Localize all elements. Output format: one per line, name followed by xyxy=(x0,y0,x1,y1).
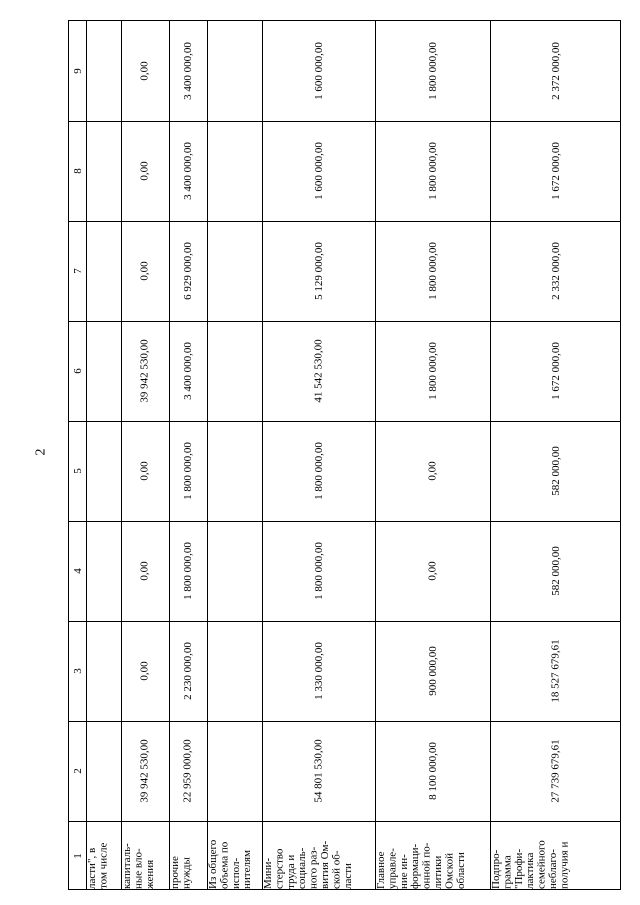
cell-value: 1 800 000,00 xyxy=(426,42,439,100)
cell-value: 582 000,00 xyxy=(550,546,562,596)
cell-value: 1 800 000,00 xyxy=(426,342,439,400)
cell-value: 2 230 000,00 xyxy=(182,642,194,700)
table-cell xyxy=(262,521,375,621)
table-cell xyxy=(262,121,375,221)
column-number: 5 xyxy=(71,468,84,474)
table-cell xyxy=(375,21,490,121)
cell-value: 2 372 000,00 xyxy=(550,42,562,100)
cell-value: 3 400 000,00 xyxy=(182,342,194,400)
column-number-cell xyxy=(69,21,86,121)
column-number-cell xyxy=(69,121,86,221)
table-cell xyxy=(86,21,121,121)
row-label: ласти", в том числе xyxy=(86,842,110,889)
table-cell xyxy=(207,21,262,121)
table-cell xyxy=(207,121,262,221)
column-number-cell xyxy=(69,321,86,421)
table-cell xyxy=(490,121,622,221)
column-number-cell xyxy=(69,221,86,321)
cell-value: 54 801 530,00 xyxy=(312,739,325,803)
cell-value: 1 800 000,00 xyxy=(312,442,325,500)
cell-value: 1 800 000,00 xyxy=(182,542,194,600)
row-label: капиталь- ные вло- жения xyxy=(121,843,156,889)
cell-value: 27 739 679,61 xyxy=(550,739,562,803)
table-cell xyxy=(207,721,262,821)
column-number-cell xyxy=(69,521,86,621)
table-cell xyxy=(121,721,169,821)
column-number: 6 xyxy=(71,368,84,374)
table-cell xyxy=(169,621,207,721)
column-number: 8 xyxy=(71,168,84,174)
column-number: 3 xyxy=(71,668,84,674)
cell-value: 0,00 xyxy=(139,261,151,281)
table-cell xyxy=(490,21,622,121)
table-cell xyxy=(375,521,490,621)
table-cell xyxy=(169,121,207,221)
column-number: 1 xyxy=(71,853,84,859)
table-cell xyxy=(490,521,622,621)
budget-table xyxy=(68,20,621,890)
row-label: Из общего объема по испол- нителям xyxy=(207,839,254,889)
table-cell xyxy=(86,421,121,521)
cell-value: 0,00 xyxy=(139,461,151,481)
table-cell xyxy=(121,321,169,421)
table-cell xyxy=(86,321,121,421)
cell-value: 1 800 000,00 xyxy=(312,542,325,600)
table-cell xyxy=(86,621,121,721)
table-cell xyxy=(121,421,169,521)
cell-value: 6 929 000,00 xyxy=(182,242,194,300)
cell-value: 2 332 000,00 xyxy=(550,242,562,300)
table-cell xyxy=(86,121,121,221)
table-cell xyxy=(375,221,490,321)
row-label: Подпро- грамма "Профи- лактика семейного неблаго- получия и xyxy=(490,840,571,889)
table-cell xyxy=(207,221,262,321)
table-cell xyxy=(121,621,169,721)
table-cell xyxy=(207,521,262,621)
table-cell xyxy=(490,621,622,721)
table-cell xyxy=(490,221,622,321)
column-number: 7 xyxy=(71,268,84,274)
cell-value: 1 672 000,00 xyxy=(550,342,562,400)
table-cell xyxy=(262,21,375,121)
table-cell xyxy=(86,221,121,321)
table-cell xyxy=(490,721,622,821)
table-cell xyxy=(262,421,375,521)
table-cell xyxy=(262,321,375,421)
page-number: 2 xyxy=(33,448,49,456)
row-label: Мини- стерство труда и социаль- ного раз- вития Ом- ской об- ласти xyxy=(262,840,354,889)
cell-value: 1 800 000,00 xyxy=(426,142,439,200)
table-cell xyxy=(86,521,121,621)
cell-value: 18 527 679,61 xyxy=(550,639,562,703)
table-cell xyxy=(169,421,207,521)
table-cell xyxy=(121,21,169,121)
column-number: 2 xyxy=(71,768,84,774)
cell-value: 8 100 000,00 xyxy=(426,742,439,800)
table-cell xyxy=(86,721,121,821)
column-number-cell xyxy=(69,721,86,821)
table-cell xyxy=(207,421,262,521)
table-cell xyxy=(121,221,169,321)
column-number: 9 xyxy=(71,68,84,74)
cell-value: 582 000,00 xyxy=(550,446,562,496)
cell-value: 41 542 530,00 xyxy=(312,339,325,403)
cell-value: 0,00 xyxy=(139,61,151,81)
cell-value: 1 800 000,00 xyxy=(182,442,194,500)
column-number-cell xyxy=(69,421,86,521)
table-cell xyxy=(375,721,490,821)
table-cell xyxy=(375,421,490,521)
cell-value: 3 400 000,00 xyxy=(182,142,194,200)
table-cell xyxy=(375,621,490,721)
table-cell xyxy=(169,221,207,321)
cell-value: 3 400 000,00 xyxy=(182,42,194,100)
cell-value: 0,00 xyxy=(426,561,439,581)
cell-value: 0,00 xyxy=(139,661,151,681)
cell-value: 1 600 000,00 xyxy=(312,142,325,200)
table-cell xyxy=(207,321,262,421)
table-cell xyxy=(375,121,490,221)
cell-value: 1 600 000,00 xyxy=(312,42,325,100)
table-cell xyxy=(490,421,622,521)
cell-value: 39 942 530,00 xyxy=(139,339,151,403)
table-cell xyxy=(169,21,207,121)
table-cell xyxy=(169,721,207,821)
cell-value: 39 942 530,00 xyxy=(139,739,151,803)
cell-value: 1 330 000,00 xyxy=(312,642,325,700)
row-label: Главное управле- ние ин- формаци- онной по- литики Омской области xyxy=(375,842,467,889)
cell-value: 900 000,00 xyxy=(426,646,439,696)
table-cell xyxy=(121,521,169,621)
cell-value: 1 672 000,00 xyxy=(550,142,562,200)
row-label: прочие нужды xyxy=(169,856,193,889)
cell-value: 0,00 xyxy=(139,161,151,181)
cell-value: 0,00 xyxy=(426,461,439,481)
table-cell xyxy=(262,721,375,821)
column-number: 4 xyxy=(71,568,84,574)
column-number-cell xyxy=(69,821,86,891)
cell-value: 1 800 000,00 xyxy=(426,242,439,300)
table-cell xyxy=(169,521,207,621)
table-cell xyxy=(490,321,622,421)
cell-value: 22 959 000,00 xyxy=(182,739,194,803)
cell-value: 0,00 xyxy=(139,561,151,581)
table-cell xyxy=(262,621,375,721)
table-cell xyxy=(169,321,207,421)
table-cell xyxy=(207,621,262,721)
table-cell xyxy=(121,121,169,221)
table-cell xyxy=(375,321,490,421)
cell-value: 5 129 000,00 xyxy=(312,242,325,300)
table-cell xyxy=(262,221,375,321)
column-number-cell xyxy=(69,621,86,721)
